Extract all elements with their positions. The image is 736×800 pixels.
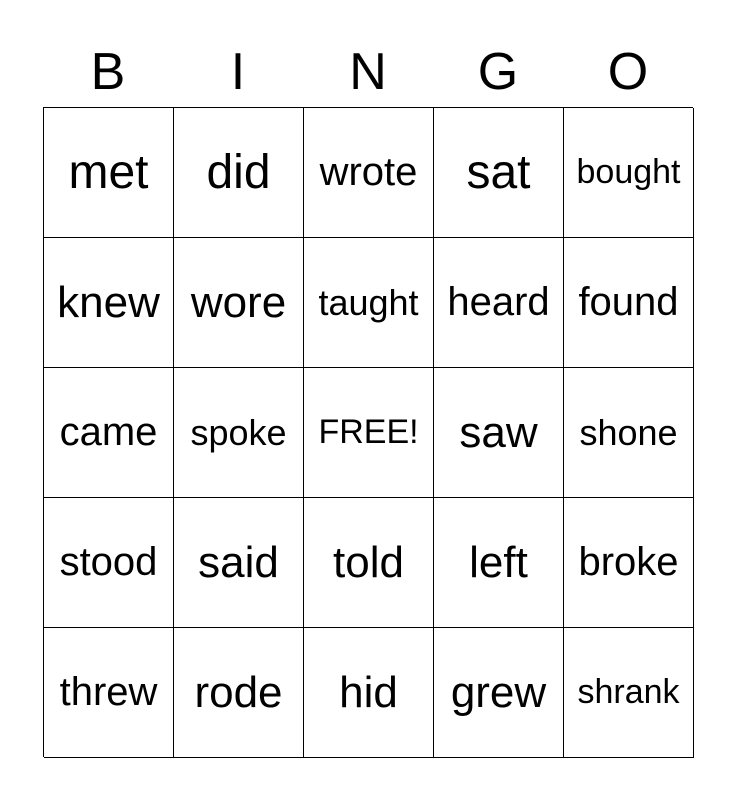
- bingo-cell-r1-c0[interactable]: knew: [44, 238, 174, 368]
- bingo-cell-r1-c1[interactable]: wore: [174, 238, 304, 368]
- bingo-cell-r0-c0[interactable]: met: [44, 108, 174, 238]
- bingo-header: [43, 40, 693, 104]
- bingo-cell-r1-c4[interactable]: found: [564, 238, 694, 368]
- header-letter-o: O: [607, 43, 649, 101]
- bingo-cell-r2-c0[interactable]: came: [44, 368, 174, 498]
- header-letter-i: I: [230, 43, 246, 101]
- bingo-cell-r2-c1[interactable]: spoke: [174, 368, 304, 498]
- bingo-cell-r4-c1[interactable]: rode: [174, 628, 304, 758]
- bingo-cell-r4-c4[interactable]: shrank: [564, 628, 694, 758]
- bingo-grid: [43, 107, 693, 757]
- header-letter-b: B: [90, 43, 126, 101]
- bingo-cell-r3-c4[interactable]: broke: [564, 498, 694, 628]
- header-letter-n: N: [349, 43, 387, 101]
- bingo-cell-r0-c2[interactable]: wrote: [304, 108, 434, 238]
- bingo-cell-r0-c4[interactable]: bought: [564, 108, 694, 238]
- bingo-cell-r3-c3[interactable]: left: [434, 498, 564, 628]
- bingo-cell-r1-c2[interactable]: taught: [304, 238, 434, 368]
- bingo-cell-r3-c1[interactable]: said: [174, 498, 304, 628]
- bingo-cell-r3-c0[interactable]: stood: [44, 498, 174, 628]
- bingo-cell-r2-c3[interactable]: saw: [434, 368, 564, 498]
- bingo-cell-r3-c2[interactable]: told: [304, 498, 434, 628]
- bingo-cell-r4-c0[interactable]: threw: [44, 628, 174, 758]
- bingo-cell-r0-c3[interactable]: sat: [434, 108, 564, 238]
- header-letter-g: G: [477, 43, 519, 101]
- bingo-cell-r2-c4[interactable]: shone: [564, 368, 694, 498]
- bingo-cell-r0-c1[interactable]: did: [174, 108, 304, 238]
- bingo-cell-free[interactable]: FREE!: [304, 368, 434, 498]
- bingo-cell-r4-c2[interactable]: hid: [304, 628, 434, 758]
- bingo-cell-r1-c3[interactable]: heard: [434, 238, 564, 368]
- bingo-cell-r4-c3[interactable]: grew: [434, 628, 564, 758]
